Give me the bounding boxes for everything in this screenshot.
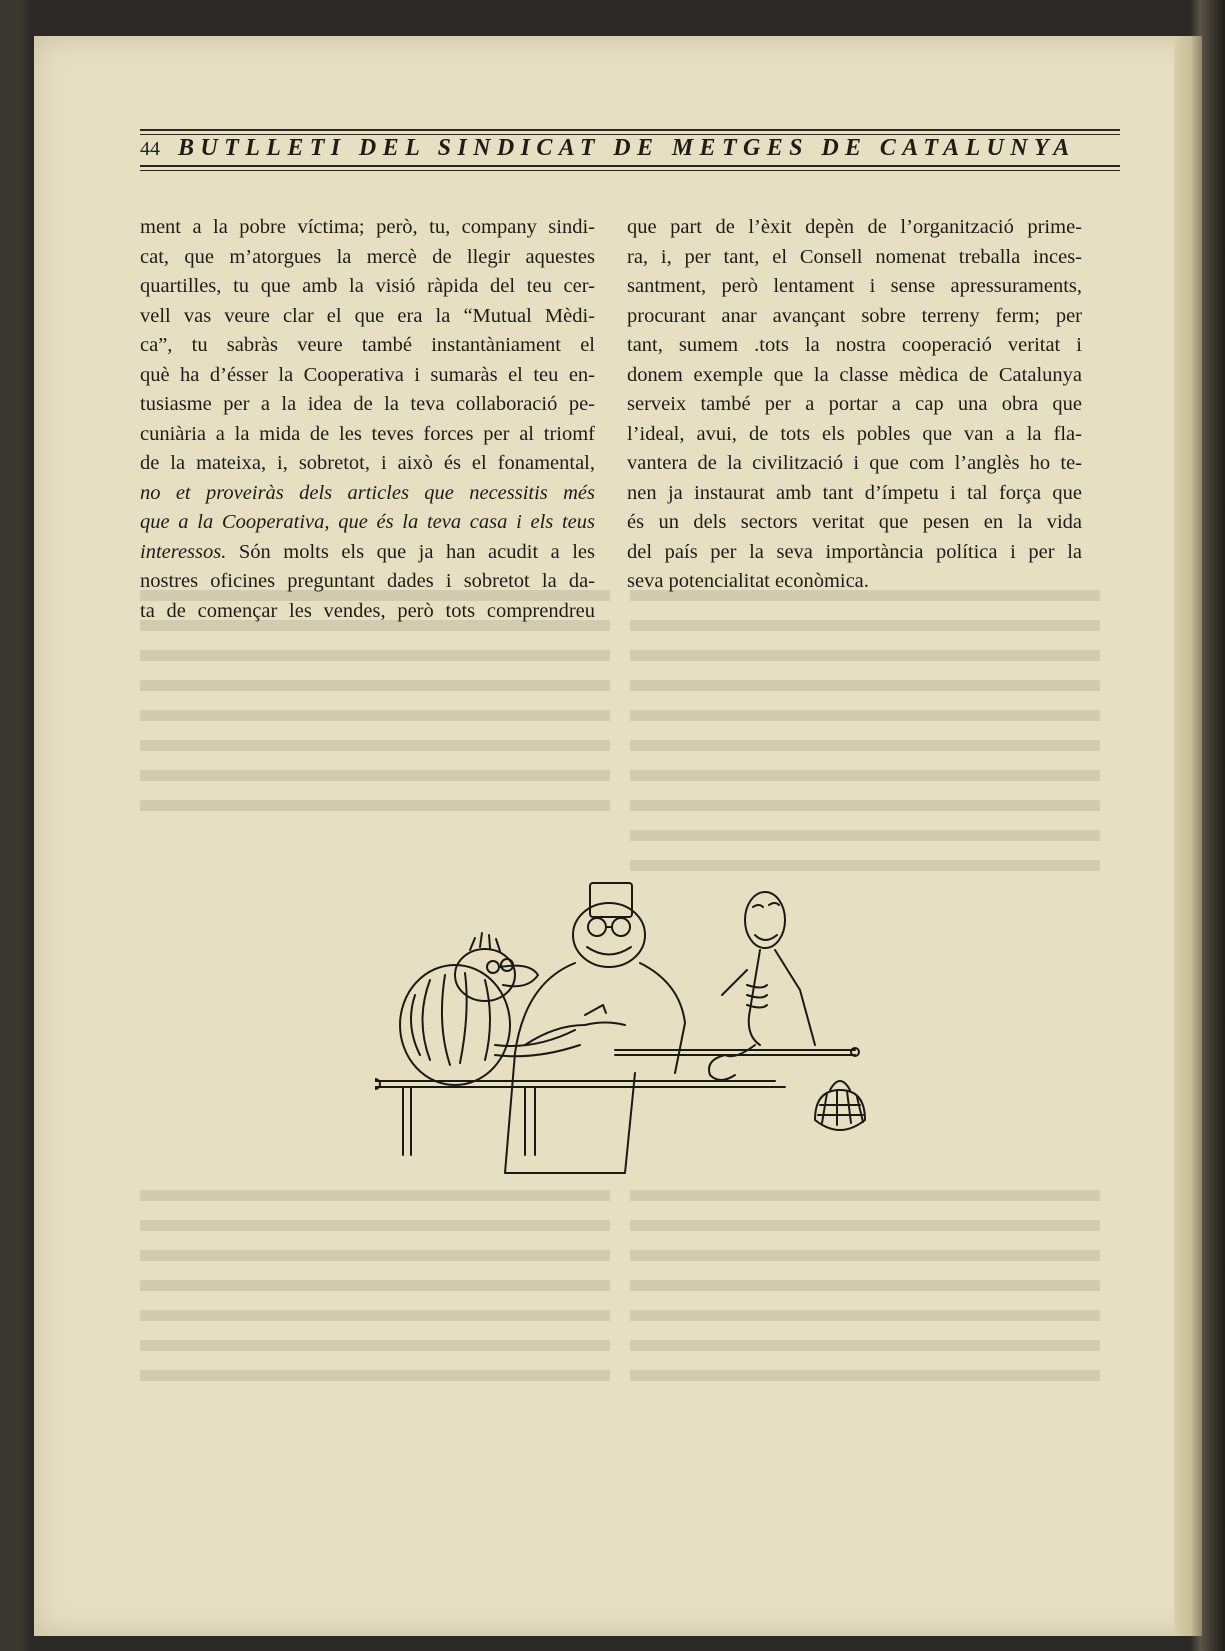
text-line: que part de l’èxit depèn de l’organització prime- (627, 216, 1082, 238)
stretcher-drawing (375, 1048, 859, 1155)
paragraph (140, 213, 595, 626)
text-line: ca”, tu sabràs veure també instantàniament el (140, 334, 595, 356)
text-line: què ha d’ésser la Cooperativa i sumaràs el teu en- (140, 363, 595, 386)
caricature-illustration (375, 855, 905, 1215)
text-line: ment a la pobre víctima; però, tu, company sindi- (140, 216, 595, 238)
header-rule-bottom (140, 165, 1120, 167)
basket-drawing (815, 1081, 865, 1130)
text-line: donem exemple que la classe mèdica de Catalunya (627, 363, 1082, 386)
text-line: ra, i, per tant, el Consell nomenat treballa inces- (627, 245, 1082, 268)
text-line: tusiasme per a la idea de la teva collaboració pe- (140, 393, 595, 415)
text-line: cat, que m’atorgues la mercè de llegir aquestes (140, 245, 595, 268)
text-fragment: Són molts els que ja han acudit a les (226, 540, 595, 563)
text-line: ta de començar les vendes, però tots comprendreu (140, 599, 595, 622)
text-line: cuniària a la mida de les teves forces per al triomf (140, 422, 595, 445)
header-rule-bottom-thin (140, 170, 1120, 171)
text-line: és un dels sectors veritat que pesen en la vida (627, 511, 1082, 533)
running-head (140, 95, 1120, 175)
italic-line: no et proveiràs dels articles que necessitis més (140, 481, 595, 504)
text-line: procurant anar avançant sobre terreny ferm; per (627, 304, 1082, 327)
text-line: santment, però lentament i sense apressuraments, (627, 275, 1082, 297)
text-line: de la mateixa, i, sobretot, i això és el fonamental, (140, 452, 595, 474)
italic-line: que a la Cooperativa, que és la teva casa i els teus (140, 511, 595, 533)
text-line: nostres oficines preguntant dades i sobretot la da- (140, 570, 595, 592)
skeletal-patient-drawing (709, 892, 815, 1080)
text-line: vantera de la civilització i que com l’anglès ho te- (627, 452, 1082, 474)
italic-word: interessos. (140, 540, 227, 563)
text-line: seva potencialitat econòmica. (627, 570, 869, 592)
page-edge (1174, 36, 1202, 1636)
text-line: vell vas veure clar el que era la “Mutual Mèdi- (140, 304, 595, 327)
text-line: quartilles, tu que amb la visió ràpida del teu cer- (140, 275, 595, 297)
feathered-creature-drawing (400, 933, 580, 1085)
text-line: l’ideal, avui, de tots els pobles que van a la fla- (627, 422, 1082, 445)
page-number: 44 (140, 138, 160, 160)
mixed-line (140, 538, 595, 568)
text-column-right (627, 213, 1082, 597)
text-line: del país per la seva importància política i per la (627, 540, 1082, 563)
text-column-left (140, 213, 595, 626)
journal-title: BUTLLETI DEL SINDICAT DE METGES DE CATALUNYA (178, 135, 1076, 161)
header-rule-top (140, 129, 1120, 131)
text-line: serveix també per a portar a cap una obra que (627, 393, 1082, 415)
text-line: tant, sumem .tots la nostra cooperació veritat i (627, 334, 1082, 356)
doctor-figure-drawing (505, 883, 685, 1173)
text-line: nen ja instaurat amb tant d’ímpetu i tal força que (627, 481, 1082, 504)
paragraph (627, 213, 1082, 597)
